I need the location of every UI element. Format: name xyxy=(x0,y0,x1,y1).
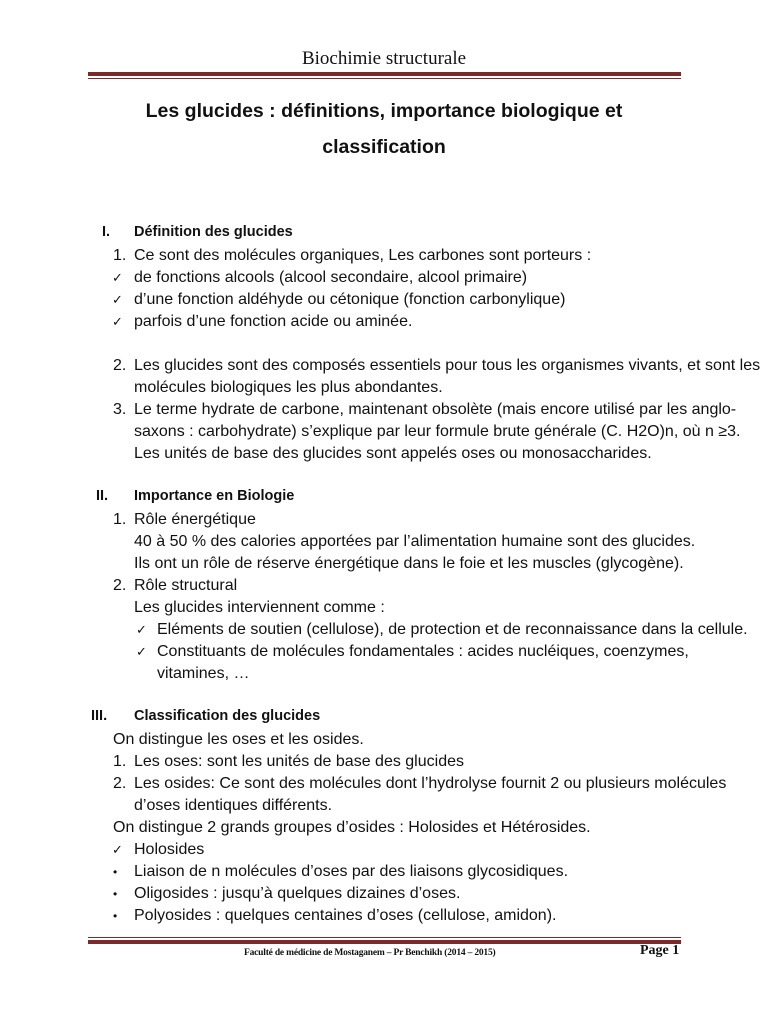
list-item xyxy=(0,752,768,772)
section-title: Classification des glucides xyxy=(134,708,321,724)
document-title-line-1: Les glucides : définitions, importance biologique et xyxy=(145,100,623,122)
page-number: Page 1 xyxy=(640,943,680,958)
footer-rule xyxy=(88,937,681,944)
check-item xyxy=(0,290,768,310)
bullet-text: Oligosides : jusqu’à quelques dizaines d’oses. xyxy=(134,885,461,902)
list-number: 1. xyxy=(113,753,127,770)
bullet-text: Liaison de n molécules d’oses par des liaisons glycosidiques. xyxy=(134,863,569,880)
list-text: Ce sont des molécules organiques, Les carbones sont porteurs : xyxy=(134,247,592,264)
document-title-line-2: classification xyxy=(322,136,446,158)
section-number: III. xyxy=(91,708,108,724)
bullet-item xyxy=(0,906,768,926)
list-text: Rôle énergétique xyxy=(134,511,256,528)
list-text: Les glucides sont des composés essentiels pour tous les organismes vivants, et sont les xyxy=(134,357,761,374)
check-item xyxy=(0,268,768,288)
list-text: Les osides: Ce sont des molécules dont l’hydrolyse fournit 2 ou plusieurs molécules xyxy=(134,775,727,792)
check-text: de fonctions alcools (alcool secondaire, alcool primaire) xyxy=(134,269,528,286)
list-item xyxy=(0,576,768,596)
list-text: Rôle structural xyxy=(134,577,238,594)
paragraph-line: On distingue les oses et les osides. xyxy=(113,731,364,748)
list-number: 2. xyxy=(113,775,127,792)
check-item xyxy=(0,840,768,860)
bullet-icon: • xyxy=(113,909,118,923)
check-mark-icon: ✓ xyxy=(136,622,147,637)
check-item xyxy=(0,312,768,332)
paragraph-line: Ils ont un rôle de réserve énergétique dans le foie et les muscles (glycogène). xyxy=(134,555,684,572)
list-text: Les oses: sont les unités de base des glucides xyxy=(134,753,464,770)
paragraph-line: Les glucides interviennent comme : xyxy=(134,599,385,616)
list-number: 2. xyxy=(113,577,127,594)
header-rule xyxy=(88,72,681,79)
paragraph-line: On distingue 2 grands groupes d’osides : Holosides et Hétérosides. xyxy=(113,819,591,836)
list-item xyxy=(0,774,768,794)
bullet-item xyxy=(0,884,768,904)
check-item xyxy=(0,642,768,662)
list-item xyxy=(0,400,768,420)
check-mark-icon: ✓ xyxy=(136,644,147,659)
check-text: d’une fonction aldéhyde ou cétonique (fonction carbonylique) xyxy=(134,291,566,308)
bullet-icon: • xyxy=(113,887,118,901)
check-text: Constituants de molécules fondamentales : acides nucléiques, coenzymes, xyxy=(157,643,689,660)
list-text-continued: molécules biologiques les plus abondantes. xyxy=(134,379,443,396)
check-mark-icon: ✓ xyxy=(112,270,123,285)
check-text-continued: vitamines, … xyxy=(157,665,250,682)
list-text-continued: Les unités de base des glucides sont appelés oses ou monosaccharides. xyxy=(134,445,652,462)
list-number: 1. xyxy=(113,247,127,264)
section-heading xyxy=(0,706,768,726)
section-number: II. xyxy=(96,488,109,504)
list-item xyxy=(0,246,768,266)
document-title xyxy=(120,93,648,165)
list-number: 3. xyxy=(113,401,127,418)
list-text: Le terme hydrate de carbone, maintenant obsolète (mais encore utilisé par les anglo- xyxy=(134,401,737,418)
check-item xyxy=(0,620,768,640)
list-item xyxy=(0,510,768,530)
section-title: Définition des glucides xyxy=(134,224,293,240)
section-number: I. xyxy=(102,224,111,240)
list-number: 2. xyxy=(113,357,127,374)
section-heading xyxy=(0,486,768,506)
bullet-text: Polyosides : quelques centaines d’oses (cellulose, amidon). xyxy=(134,907,557,924)
check-text: Eléments de soutien (cellulose), de protection et de reconnaissance dans la cellule. xyxy=(157,621,748,638)
check-mark-icon: ✓ xyxy=(112,292,123,307)
check-text: parfois d’une fonction acide ou aminée. xyxy=(134,313,413,330)
check-text: Holosides xyxy=(134,841,205,858)
list-item xyxy=(0,356,768,376)
section-heading xyxy=(0,222,768,242)
check-mark-icon: ✓ xyxy=(112,842,123,857)
check-mark-icon: ✓ xyxy=(112,314,123,329)
paragraph-line: 40 à 50 % des calories apportées par l’alimentation humaine sont des glucides. xyxy=(134,533,696,550)
footer-text: Faculté de médicine de Mostaganem – Pr Benchikh (2014 – 2015) xyxy=(244,948,496,958)
list-text-continued: saxons : carbohydrate) s’explique par leur formule brute générale (C. H2O)n, où n ≥3. xyxy=(134,423,741,440)
list-number: 1. xyxy=(113,511,127,528)
list-text-continued: d’oses identiques différents. xyxy=(134,797,333,814)
section-title: Importance en Biologie xyxy=(134,488,295,504)
bullet-icon: • xyxy=(113,865,118,879)
header-title: Biochimie structurale xyxy=(301,48,467,69)
bullet-item xyxy=(0,862,768,882)
